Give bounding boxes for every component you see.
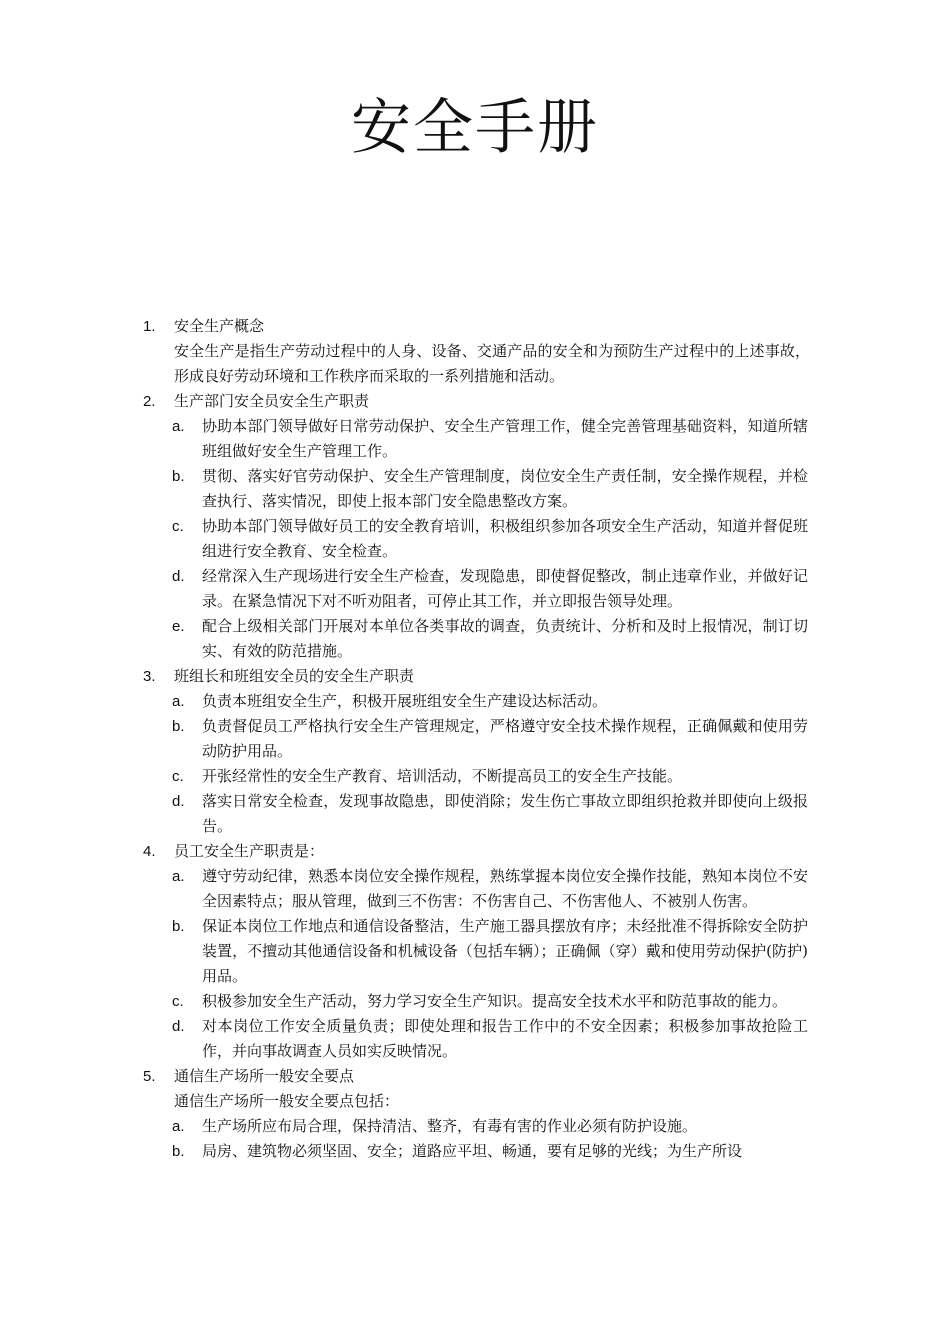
section-heading: 班组长和班组安全员的安全生产职责 (174, 667, 415, 685)
list-item (0, 914, 950, 989)
list-item (0, 614, 950, 664)
section-3 (0, 664, 950, 839)
list-item-text: 协助本部门领导做好员工的安全教育培训，积极组织参加各项安全生产活动，知道并督促班组进行安全教育、安全检查。 (202, 517, 808, 560)
list-item-text: 经常深入生产现场进行安全生产检查，发现隐患，即使督促整改，制止违章作业，并做好记录。在紧急情况下对不听劝阻者，可停止其工作，并立即报告领导处理。 (202, 567, 808, 610)
list-item-letter: e. (172, 618, 185, 635)
list-item-text: 协助本部门领导做好日常劳动保护、安全生产管理工作，健全完善管理基础资料，知道所辖班组做好安全生产管理工作。 (202, 417, 808, 460)
list-item-letter: b. (172, 718, 185, 735)
list-item-text: 负责本班组安全生产，积极开展班组安全生产建设达标活动。 (202, 692, 608, 710)
list-item-letter: d. (172, 1018, 185, 1035)
list-item-text: 对本岗位工作安全质量负责；即使处理和报告工作中的不安全因素；积极参加事故抢险工作，并向事故调查人员如实反映情况。 (202, 1017, 808, 1060)
list-item-text: 落实日常安全检查，发现事故隐患，即使消除；发生伤亡事故立即组织抢救并即使向上级报告。 (202, 792, 808, 835)
section-paragraph: 通信生产场所一般安全要点包括： (174, 1092, 400, 1110)
list-item-text: 贯彻、落实好官劳动保护、安全生产管理制度，岗位安全生产责任制，安全操作规程，并检查执行、落实情况，即使上报本部门安全隐患整改方案。 (202, 467, 808, 510)
list-item-letter: a. (172, 418, 185, 435)
list-item (0, 1014, 950, 1064)
section-number: 5. (143, 1068, 156, 1085)
document-title: 安全手册 (351, 93, 599, 163)
section-heading: 生产部门安全员安全生产职责 (174, 392, 370, 410)
section-4 (0, 839, 950, 1064)
list-item-text: 遵守劳动纪律，熟悉本岗位安全操作规程，熟练掌握本岗位安全操作技能，熟知本岗位不安全因素特点；服从管理，做到三不伤害：不伤害自己、不伤害他人、不被别人伤害。 (202, 867, 808, 910)
list-item-letter: d. (172, 793, 185, 810)
list-item-letter: d. (172, 568, 185, 585)
section-paragraph: 安全生产是指生产劳动过程中的人身、设备、交通产品的安全和为预防生产过程中的上述事故，形成良好劳动环境和工作秩序而采取的一系列措施和活动。 (174, 342, 810, 385)
list-item (0, 989, 950, 1014)
list-item-letter: b. (172, 468, 185, 485)
list-item-text: 生产场所应布局合理，保持清洁、整齐，有毒有害的作业必须有防护设施。 (202, 1117, 698, 1135)
list-item (0, 1139, 950, 1164)
list-item (0, 1114, 950, 1139)
list-item (0, 764, 950, 789)
section-number: 2. (143, 393, 156, 410)
list-item-text: 局房、建筑物必须坚固、安全；道路应平坦、畅通，要有足够的光线；为生产所设 (202, 1142, 743, 1160)
list-item (0, 464, 950, 514)
list-item-letter: c. (172, 518, 184, 535)
list-item-letter: c. (172, 768, 184, 785)
list-item (0, 714, 950, 764)
list-item-letter: b. (172, 1143, 185, 1160)
section-number: 3. (143, 668, 156, 685)
section-heading: 安全生产概念 (174, 317, 265, 335)
section-1 (0, 314, 950, 389)
list-item (0, 414, 950, 464)
section-number: 4. (143, 843, 156, 860)
list-item-text: 保证本岗位工作地点和通信设备整洁，生产施工器具摆放有序；未经批准不得拆除安全防护装置，不擅动其他通信设备和机械设备（包括车辆）；正确佩（穿）戴和使用劳动保护(防护)用品。 (202, 917, 808, 985)
list-item-text: 积极参加安全生产活动，努力学习安全生产知识。提高安全技术水平和防范事故的能力。 (202, 992, 788, 1010)
section-number: 1. (143, 318, 156, 335)
list-item (0, 689, 950, 714)
list-item-letter: c. (172, 993, 184, 1010)
section-2 (0, 389, 950, 664)
list-item-text: 开张经常性的安全生产教育、培训活动，不断提高员工的安全生产技能。 (202, 767, 683, 785)
list-item-letter: a. (172, 693, 185, 710)
list-item-text: 负责督促员工严格执行安全生产管理规定，严格遵守安全技术操作规程，正确佩戴和使用劳动防护用品。 (202, 717, 808, 760)
section-5 (0, 1064, 950, 1164)
section-heading: 通信生产场所一般安全要点 (174, 1067, 355, 1085)
list-item-letter: b. (172, 918, 185, 935)
list-item (0, 864, 950, 914)
list-item-text: 配合上级相关部门开展对本单位各类事故的调查，负责统计、分析和及时上报情况，制订切实、有效的防范措施。 (202, 617, 808, 660)
list-item-letter: a. (172, 1118, 185, 1135)
list-item-letter: a. (172, 868, 185, 885)
list-item (0, 789, 950, 839)
document-body (0, 314, 950, 1164)
list-item (0, 564, 950, 614)
section-heading: 员工安全生产职责是： (174, 842, 325, 860)
list-item (0, 514, 950, 564)
